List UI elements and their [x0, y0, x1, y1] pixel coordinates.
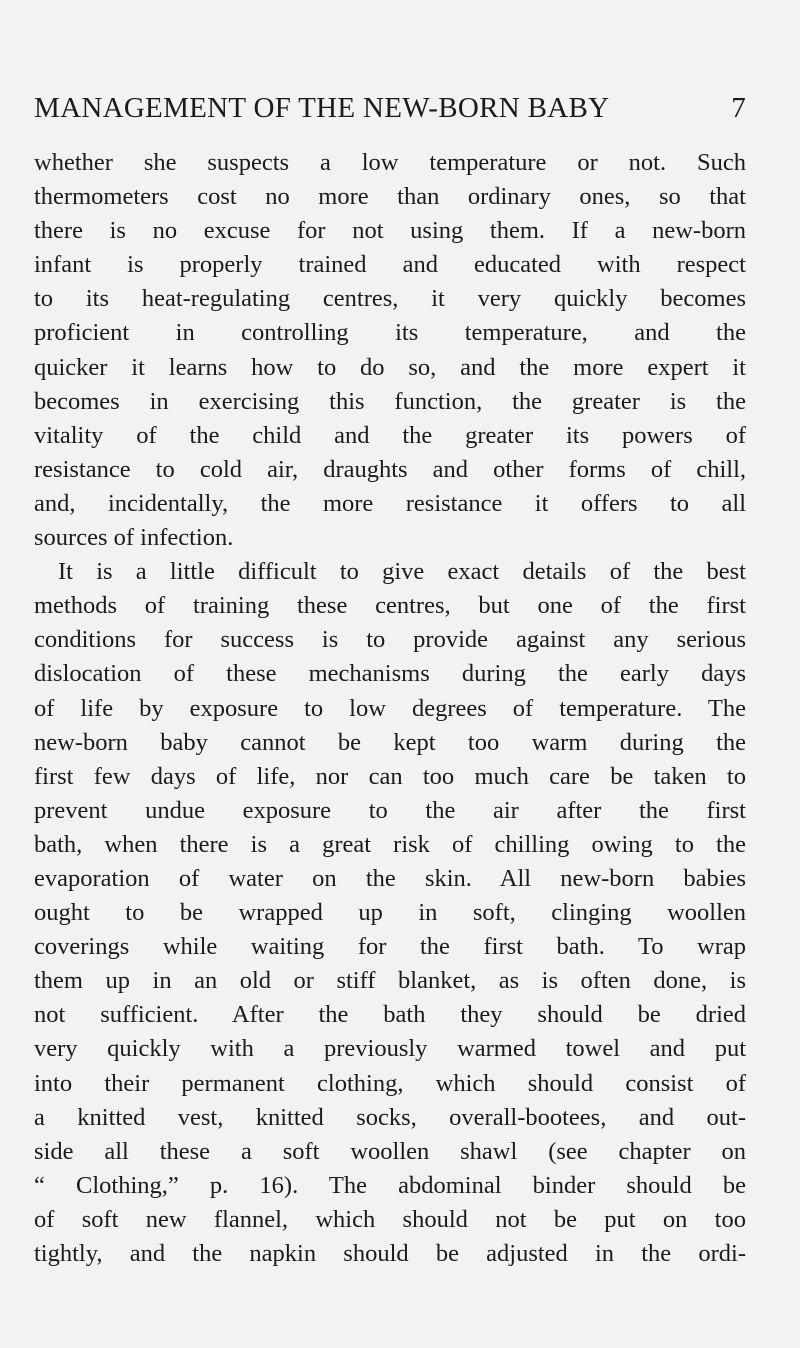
text-line: of life by exposure to low degrees of temperature. The — [34, 694, 746, 722]
running-head — [34, 92, 746, 124]
text-line: resistance to cold air, draughts and other forms of chill, — [34, 455, 746, 483]
text-line: quicker it learns how to do so, and the more expert it — [34, 353, 746, 381]
text-line: “ Clothing,” p. 16). The abdominal binder should be — [34, 1171, 746, 1199]
text-line: vitality of the child and the greater its powers of — [34, 421, 746, 449]
text-line: of soft new flannel, which should not be put on too — [34, 1205, 746, 1233]
text-line: proficient in controlling its temperature, and the — [34, 319, 746, 347]
text-line: and, incidentally, the more resistance it offers to all — [34, 489, 746, 517]
paragraph-end-line: sources of infection. — [34, 524, 234, 552]
text-line: methods of training these centres, but one of the first — [34, 592, 746, 620]
text-line: there is no excuse for not using them. If a new-born — [34, 217, 746, 245]
text-line: new-born baby cannot be kept too warm during the — [34, 728, 746, 756]
text-line: first few days of life, nor can too much care be taken to — [34, 762, 746, 790]
text-line: them up in an old or stiff blanket, as is often done, is — [34, 967, 746, 995]
text-line: a knitted vest, knitted socks, overall-bootees, and out- — [34, 1103, 746, 1131]
page-number: 7 — [731, 92, 746, 124]
text-line: not sufficient. After the bath they should be dried — [34, 1001, 746, 1029]
text-line: tightly, and the napkin should be adjusted in the ordi- — [34, 1240, 746, 1267]
text-line: very quickly with a previously warmed towel and put — [34, 1035, 746, 1063]
body-text — [34, 146, 746, 1271]
text-line: dislocation of these mechanisms during the early days — [34, 660, 746, 688]
text-line: whether she suspects a low temperature or not. Such — [34, 149, 746, 176]
paragraph-start-line: It is a little difficult to give exact details of the best — [58, 558, 746, 586]
text-line: bath, when there is a great risk of chilling owing to the — [34, 830, 746, 858]
text-line: thermometers cost no more than ordinary ones, so that — [34, 183, 746, 211]
text-line: ought to be wrapped up in soft, clinging woollen — [34, 899, 746, 927]
text-line: to its heat-regulating centres, it very quickly becomes — [34, 285, 746, 313]
text-line: prevent undue exposure to the air after the first — [34, 796, 746, 824]
text-line: infant is properly trained and educated with respect — [34, 251, 746, 279]
text-line: side all these a soft woollen shawl (see chapter on — [34, 1137, 746, 1165]
text-line: conditions for success is to provide against any serious — [34, 626, 746, 654]
running-head-title: MANAGEMENT OF THE NEW-BORN BABY — [34, 92, 610, 124]
text-line: into their permanent clothing, which should consist of — [34, 1069, 746, 1097]
text-line: coverings while waiting for the first bath. To wrap — [34, 933, 746, 961]
text-line: becomes in exercising this function, the greater is the — [34, 387, 746, 415]
text-line: evaporation of water on the skin. All new-born babies — [34, 864, 746, 892]
